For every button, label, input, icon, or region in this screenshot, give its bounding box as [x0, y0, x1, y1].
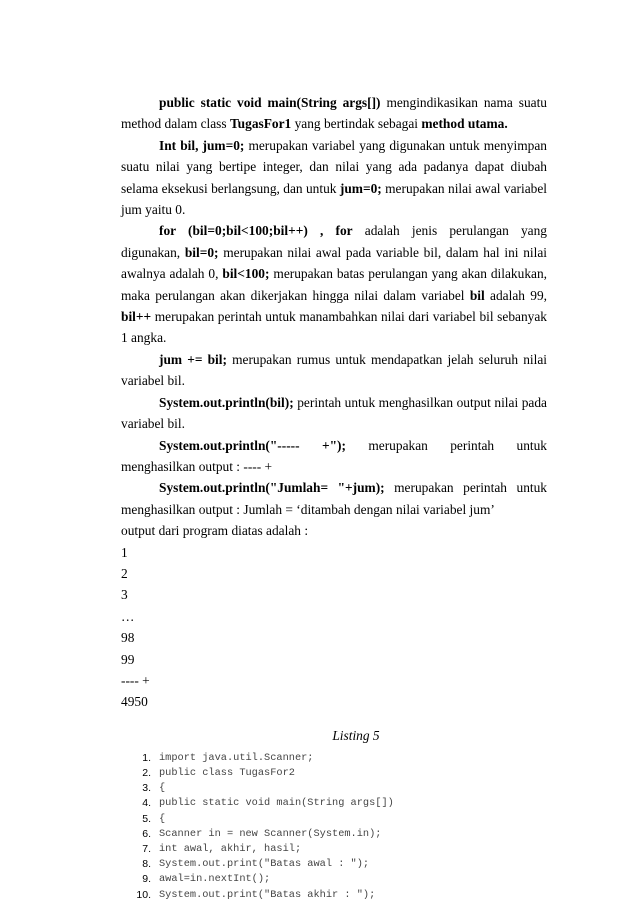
code-term: bil<100;: [222, 266, 270, 282]
code-text: public class TugasFor2: [159, 766, 295, 779]
code-line: [121, 888, 547, 903]
output-line: 3: [121, 587, 128, 603]
output-line: 99: [121, 651, 135, 667]
code-term: System.out.println("Jumlah= "+jum);: [159, 480, 385, 496]
output-intro: output dari program diatas adalah :: [121, 523, 309, 539]
code-text: awal=in.nextInt();: [159, 873, 271, 886]
code-term: bil=0;: [184, 244, 219, 260]
output-line: …: [121, 608, 135, 624]
code-term: bil: [469, 287, 485, 303]
code-text: int awal, akhir, hasil;: [159, 843, 302, 855]
paragraph-text: adalah 99,: [484, 287, 548, 303]
paragraph: [121, 392, 547, 435]
code-line: [121, 766, 547, 781]
paragraph-text: merupakan perintah untuk menghasilkan output : ---- +: [121, 437, 548, 474]
code-term: public static void main(String args[]): [159, 95, 381, 110]
line-number: 10.: [136, 888, 151, 901]
paragraph: [121, 220, 547, 348]
paragraph-text: merupakan nilai awal pada variable bil, dalam hal ini nilai awalnya adalah 0,: [121, 244, 547, 282]
paragraph: [121, 349, 547, 392]
line-number: 7.: [142, 843, 151, 855]
output-line: 2: [121, 565, 128, 581]
code-line: [121, 857, 547, 872]
code-text: System.out.print("Batas awal : ");: [159, 858, 370, 871]
code-term: jum=0;: [339, 180, 382, 196]
code-term: method utama.: [421, 116, 508, 132]
paragraph: [121, 477, 547, 520]
paragraph-text: merupakan batas perulangan yang akan dilakukan, maka perulangan akan dikerjakan hingga nilai dalam variabel: [121, 266, 547, 303]
output-line: ---- +: [121, 672, 150, 688]
paragraph-text: merupakan nilai awal variabel jum yaitu 0.: [121, 180, 547, 218]
paragraph: [121, 435, 547, 478]
code-term: System.out.println(bil);: [159, 394, 294, 410]
output-line: 4950: [121, 694, 148, 710]
paragraph-text: perintah untuk menghasilkan output nilai pada variabel bil.: [121, 394, 547, 432]
line-number: 9.: [142, 873, 151, 886]
code-line: [121, 812, 547, 827]
code-line: [121, 827, 547, 842]
program-output: [121, 542, 547, 713]
code-text: import java.util.Scanner;: [159, 751, 314, 764]
output-line: 98: [121, 630, 135, 646]
paragraph: [121, 135, 547, 221]
line-number: 6.: [142, 827, 151, 840]
code-line: [121, 872, 547, 887]
output-line: 1: [121, 544, 128, 560]
paragraph-text: yang bertindak sebagai: [291, 116, 422, 132]
code-line: [121, 796, 547, 811]
code-text: Scanner in = new Scanner(System.in);: [159, 827, 382, 840]
code-term: bil++: [121, 309, 152, 325]
code-line: [121, 751, 547, 766]
code-term: for (bil=0;bil<100;bil++) , for: [159, 223, 353, 239]
code-text: System.out.print("Batas akhir : ");: [159, 888, 376, 901]
paragraph-text: adalah jenis perulangan yang digunakan,: [121, 223, 547, 260]
code-line: [121, 842, 547, 857]
line-number: 5.: [142, 812, 151, 825]
code-line: [121, 781, 547, 796]
paragraph-text: mengindikasikan nama suatu method dalam class: [121, 95, 548, 132]
code-term: TugasFor1: [229, 116, 292, 132]
code-term: jum += bil;: [159, 351, 227, 367]
listing-title: Listing 5: [332, 727, 380, 743]
paragraph-text: merupakan rumus untuk mendapatkan jelah seluruh nilai variabel bil.: [121, 351, 547, 389]
paragraph-text: merupakan perintah untuk manambahkan nilai dari variabel bil sebanyak 1 angka.: [121, 309, 547, 346]
paragraph-text: merupakan variabel yang digunakan untuk menyimpan suatu nilai yang bertipe integer, dan nilai yang ada padanya dapat diubah selama eksekusi berlangsung, dan untuk: [121, 137, 547, 196]
line-number: 2.: [142, 766, 151, 779]
line-number: 3.: [142, 782, 151, 795]
line-number: 1.: [142, 751, 151, 764]
paragraph-text: merupakan perintah untuk menghasilkan output : Jumlah = ‘ditambah dengan nilai variabel jum’: [121, 480, 547, 517]
line-number: 8.: [142, 858, 151, 871]
code-text: {: [159, 782, 166, 795]
code-text: {: [159, 812, 166, 825]
explanation-section: [121, 92, 547, 520]
code-term: Int bil, jum=0;: [159, 137, 245, 153]
document-page: [121, 92, 547, 903]
paragraph: [121, 92, 547, 135]
code-listing: [121, 751, 547, 903]
code-term: System.out.println("----- +");: [159, 437, 346, 453]
code-text: public static void main(String args[]): [159, 797, 394, 810]
line-number: 4.: [142, 797, 151, 810]
